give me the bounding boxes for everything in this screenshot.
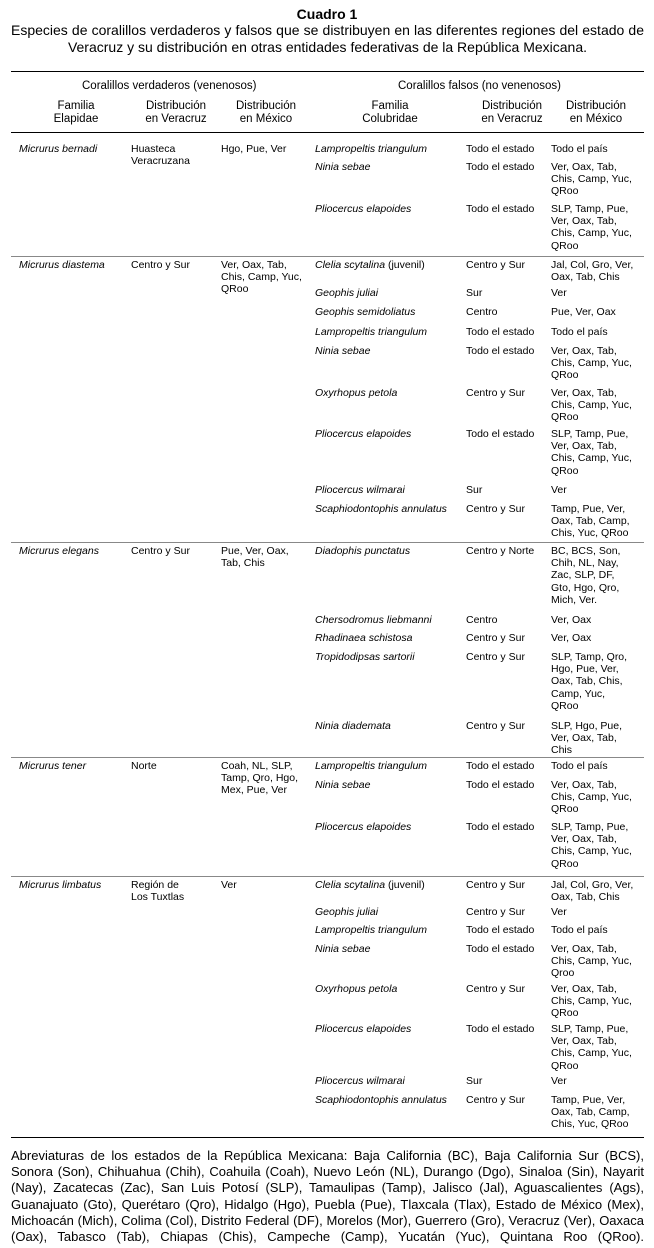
colubrid-veracruz: Centro y Sur [466, 906, 525, 918]
colubrid-mexico [551, 428, 632, 477]
colubrid-veracruz: Centro y Norte [466, 545, 535, 557]
colubrid-mexico-line: SLP, Tamp, Pue, [551, 428, 629, 440]
colubrid-mexico-line: SLP, Tamp, Pue, [551, 203, 629, 215]
colubrid-species [315, 924, 427, 936]
colubrid-mexico-line: Chis, Camp, Yuc, [551, 845, 632, 858]
elapid-veracruz [131, 545, 190, 557]
colubrid-mexico-line: Chih, NL, Nay, [551, 557, 619, 570]
colubrid-species-name: Ninia diademata [315, 720, 391, 732]
colubrid-species [315, 387, 397, 399]
elapid-species: Micrurus bernadi [19, 143, 98, 155]
colubrid-mexico [551, 306, 616, 318]
colubrid-mexico-line: Ver, Oax [551, 632, 592, 644]
colubrid-veracruz: Todo el estado [466, 161, 535, 173]
colubrid-mexico [551, 503, 630, 540]
colubrid-mexico-line: Chis, Yuc, QRoo [551, 1118, 629, 1131]
colubrid-veracruz: Todo el estado [466, 779, 535, 791]
elapid-mexico-line: QRoo [221, 283, 249, 296]
colubrid-mexico-line: Ver, Oax, Tab, [551, 1035, 617, 1048]
colubrid-species [315, 1023, 411, 1035]
colubrid-mexico [551, 143, 608, 155]
colubrid-species-name: Scaphiodontophis annulatus [315, 1094, 447, 1106]
bottom-rule [11, 1137, 644, 1138]
colubrid-mexico-line: Gto, Hgo, Qro, [551, 581, 620, 594]
colubrid-species-name: Clelia scytalina [315, 259, 386, 271]
colubrid-mexico [551, 203, 632, 252]
colubrid-species-name: Geophis juliai [315, 287, 379, 299]
colubrid-species [315, 259, 425, 271]
colubrid-mexico [551, 1023, 632, 1072]
colubrid-mexico-line: Pue, Ver, Oax [551, 306, 616, 318]
colubrid-mexico [551, 906, 567, 918]
colubrid-species [315, 287, 378, 299]
colubrid-mexico [551, 161, 632, 198]
elapid-veracruz-line: Centro y Sur [131, 545, 190, 557]
group-separator [11, 757, 644, 758]
colubrid-species-name: Lampropeltis triangulum [315, 924, 428, 936]
colubrid-veracruz: Centro y Sur [466, 651, 525, 663]
colubrid-mexico-line: Zac, SLP, DF, [551, 569, 615, 582]
elapid-species: Micrurus elegans [19, 545, 99, 557]
colubrid-mexico-line: QRoo [551, 803, 579, 816]
colubrid-veracruz: Centro y Sur [466, 632, 525, 644]
elapid-mexico-line: Tab, Chis [221, 557, 265, 570]
elapid-species: Micrurus tener [19, 760, 87, 772]
colubrid-species [315, 306, 415, 318]
group-header-true-corals: Coralillos verdaderos (venenosos) [82, 80, 257, 92]
colubrid-veracruz: Centro y Sur [466, 983, 525, 995]
elapid-veracruz [131, 760, 157, 772]
colubrid-veracruz: Todo el estado [466, 821, 535, 833]
colubrid-mexico-line: Oax, Tab, Camp, [551, 1106, 630, 1119]
colubrid-veracruz: Centro y Sur [466, 1094, 525, 1106]
col-header-veracruz-1: Distribución en Veracruz [145, 100, 207, 125]
top-rule [11, 71, 644, 72]
colubrid-mexico-line: Chis, Camp, Yuc, [551, 791, 632, 804]
colubrid-species-name: Lampropeltis triangulum [315, 326, 428, 338]
colubrid-mexico-line: QRoo [551, 411, 579, 424]
colubrid-species-name: Ninia sebae [315, 943, 371, 955]
colubrid-species [315, 614, 432, 626]
colubrid-mexico-line: Ver, Oax, Tab, [551, 732, 617, 745]
colubrid-species-name: Ninia sebae [315, 345, 371, 357]
colubrid-species [315, 720, 391, 732]
colubrid-mexico [551, 614, 591, 626]
colubrid-mexico-line: Chis, Camp, Yuc, [551, 995, 632, 1008]
col-header-colubridae: Familia Colubridae [362, 100, 418, 125]
colubrid-mexico [551, 345, 632, 382]
colubrid-veracruz: Centro y Sur [466, 720, 525, 732]
colubrid-species [315, 879, 425, 891]
colubrid-mexico-line: Ver, Oax, Tab, [551, 440, 617, 453]
colubrid-mexico [551, 821, 632, 870]
colubrid-species-name: Clelia scytalina [315, 879, 386, 891]
colubrid-species [315, 161, 370, 173]
colubrid-species-note: (juvenil) [385, 259, 425, 271]
colubrid-species [315, 203, 411, 215]
colubrid-mexico-line: QRoo [551, 699, 579, 712]
colubrid-veracruz: Centro [466, 614, 498, 626]
header-rule [11, 132, 644, 133]
colubrid-mexico-line: SLP, Tamp, Pue, [551, 821, 629, 833]
colubrid-species-name: Pliocercus wilmarai [315, 1075, 405, 1087]
colubrid-mexico-line: Ver [551, 287, 567, 299]
colubrid-species-name: Lampropeltis triangulum [315, 143, 428, 155]
elapid-veracruz-line: Región de [131, 879, 179, 891]
colubrid-veracruz: Centro y Sur [466, 503, 525, 515]
group-header-false-corals: Coralillos falsos (no venenosos) [398, 80, 561, 92]
colubrid-species-name: Chersodromus liebmanni [315, 614, 432, 626]
colubrid-mexico-line: Ver, Oax, Tab, [551, 161, 617, 173]
colubrid-species [315, 821, 411, 833]
colubrid-mexico [551, 651, 627, 712]
colubrid-veracruz: Sur [466, 287, 483, 299]
colubrid-mexico [551, 760, 608, 772]
colubrid-species-name: Geophis juliai [315, 906, 379, 918]
colubrid-mexico-line: Ver, Oax, Tab, [551, 215, 617, 228]
colubrid-mexico [551, 983, 632, 1020]
colubrid-mexico [551, 943, 632, 980]
elapid-veracruz-line: Veracruzana [131, 155, 190, 168]
colubrid-species-name: Pliocercus elapoides [315, 203, 412, 215]
colubrid-mexico-line: Todo el país [551, 143, 608, 155]
group-separator [11, 876, 644, 877]
colubrid-mexico [551, 484, 567, 496]
colubrid-mexico-line: QRoo [551, 857, 579, 870]
colubrid-veracruz: Centro [466, 306, 498, 318]
colubrid-species [315, 545, 410, 557]
colubrid-veracruz: Todo el estado [466, 943, 535, 955]
elapid-veracruz [131, 259, 190, 271]
group-separator [11, 542, 644, 543]
colubrid-mexico-line: SLP, Tamp, Pue, [551, 1023, 629, 1035]
colubrid-veracruz: Centro y Sur [466, 259, 525, 271]
colubrid-mexico-line: Qroo [551, 967, 575, 980]
colubrid-veracruz: Todo el estado [466, 428, 535, 440]
elapid-mexico-line: Ver [221, 879, 237, 891]
colubrid-veracruz: Todo el estado [466, 760, 535, 772]
elapid-species: Micrurus diastema [19, 259, 105, 271]
colubrid-veracruz: Todo el estado [466, 1023, 535, 1035]
colubrid-mexico-line: Tamp, Pue, Ver, [551, 1094, 626, 1106]
col-header-elapidae: Familia Elapidae [53, 100, 99, 125]
elapid-mexico-line: Ver, Oax, Tab, [221, 259, 287, 271]
colubrid-mexico-line: QRoo [551, 185, 579, 198]
colubrid-species-name: Oxyrhopus petola [315, 387, 398, 399]
elapid-mexico-line: Coah, NL, SLP, [221, 760, 293, 772]
colubrid-species-name: Pliocercus elapoides [315, 1023, 412, 1035]
colubrid-species [315, 779, 370, 791]
colubrid-species [315, 983, 397, 995]
colubrid-species [315, 651, 415, 663]
colubrid-mexico [551, 387, 632, 424]
colubrid-veracruz: Todo el estado [466, 924, 535, 936]
elapid-veracruz [131, 879, 184, 903]
colubrid-mexico-line: Todo el país [551, 924, 608, 936]
colubrid-mexico-line: Ver [551, 1075, 567, 1087]
colubrid-species-name: Lampropeltis triangulum [315, 760, 428, 772]
colubrid-mexico-line: Ver [551, 484, 567, 496]
colubrid-species-name: Rhadinaea schistosa [315, 632, 413, 644]
colubrid-mexico-line: QRoo [551, 369, 579, 382]
colubrid-mexico-line: Chis [551, 744, 573, 757]
colubrid-mexico-line: Ver, Oax, Tab, [551, 943, 617, 955]
colubrid-species [315, 760, 427, 772]
colubrid-species [315, 943, 370, 955]
colubrid-mexico-line: Ver, Oax, Tab, [551, 983, 617, 995]
colubrid-mexico-line: Ver, Oax, Tab, [551, 345, 617, 357]
colubrid-mexico [551, 259, 633, 283]
colubrid-mexico-line: Chis, Camp, Yuc, [551, 452, 632, 465]
colubrid-mexico-line: Mich, Ver. [551, 593, 598, 606]
colubrid-mexico-line: QRoo [551, 1007, 579, 1020]
colubrid-mexico-line: QRoo [551, 239, 579, 252]
elapid-species: Micrurus limbatus [19, 879, 102, 891]
colubrid-mexico-line: Tamp, Pue, Ver, [551, 503, 626, 515]
colubrid-mexico-line: Todo el país [551, 760, 608, 772]
colubrid-mexico-line: BC, BCS, Son, [551, 545, 621, 557]
elapid-mexico [221, 545, 289, 569]
abbreviations-footnote: Abreviaturas de los estados de la República Mexicana: Baja California (BC), Baja California Sur (BCS), Sonora (Son), Chihuahua (Chih), Coahuila (Coah), Nuevo León (NL), Durango (Dgo), Sinaloa (Sin), Nayarit (Nay), Zacatecas (Zac), San Luis Potosí (SLP), Tamaulipas (Tamp), Jalisco (Jal), Aguascalientes (Ags), Guanajuato (Gto), Querétaro (Qro), Hidalgo (Hgo), Puebla (Pue), Tlaxcala (Tlax), Estado de México (Mex), Michoacán (Mich), Colima (Col), Distrito Federal (DF), Morelos (Mor), Guerrero (Gro), Veracruz (Ver), Oaxaca (Oax), Tabasco (Tab), Chiapas (Chis), Campeche (Camp), Yucatán (Yuc), Quintana Roo (QRoo). [11, 1148, 644, 1245]
colubrid-species-name: Pliocercus elapoides [315, 821, 412, 833]
col-header-veracruz-2: Distribución en Veracruz [481, 100, 543, 125]
colubrid-mexico [551, 545, 620, 606]
colubrid-mexico-line: Oax, Tab, Chis [551, 891, 620, 904]
elapid-mexico-line: Hgo, Pue, Ver [221, 143, 287, 155]
colubrid-mexico-line: Chis, Camp, Yuc, [551, 399, 632, 412]
colubrid-veracruz: Todo el estado [466, 345, 535, 357]
colubrid-mexico-line: Chis, Camp, Yuc, [551, 357, 632, 370]
colubrid-mexico-line: Oax, Tab, Chis [551, 271, 620, 284]
colubrid-mexico-line: Chis, Camp, Yuc, [551, 227, 632, 240]
colubrid-mexico [551, 779, 632, 816]
colubrid-mexico-line: Chis, Yuc, QRoo [551, 527, 629, 540]
colubrid-species-name: Scaphiodontophis annulatus [315, 503, 447, 515]
colubrid-mexico-line: Hgo, Pue, Ver, [551, 663, 619, 676]
colubrid-species [315, 1094, 447, 1106]
colubrid-mexico [551, 1094, 630, 1131]
colubrid-veracruz: Todo el estado [466, 143, 535, 155]
colubrid-mexico [551, 632, 591, 644]
colubrid-species [315, 906, 378, 918]
colubrid-species-name: Pliocercus elapoides [315, 428, 412, 440]
elapid-mexico-line: Pue, Ver, Oax, [221, 545, 289, 557]
elapid-mexico [221, 879, 237, 891]
colubrid-species [315, 1075, 405, 1087]
colubrid-species [315, 632, 412, 644]
elapid-mexico-line: Chis, Camp, Yuc, [221, 271, 302, 284]
col-header-mexico-2: Distribución en México [565, 100, 627, 125]
colubrid-mexico [551, 287, 567, 299]
colubrid-species [315, 503, 447, 515]
colubrid-species [315, 143, 427, 155]
colubrid-mexico-line: Ver [551, 906, 567, 918]
colubrid-veracruz: Sur [466, 484, 483, 496]
colubrid-veracruz: Centro y Sur [466, 879, 525, 891]
elapid-veracruz-line: Norte [131, 760, 157, 772]
colubrid-species [315, 345, 370, 357]
col-header-mexico-1: Distribución en México [235, 100, 297, 125]
elapid-mexico [221, 143, 286, 155]
colubrid-mexico-line: Chis, Camp, Yuc, [551, 1047, 632, 1060]
colubrid-mexico-line: Jal, Col, Gro, Ver, [551, 259, 634, 271]
colubrid-species-name: Pliocercus wilmarai [315, 484, 405, 496]
colubrid-mexico-line: Jal, Col, Gro, Ver, [551, 879, 634, 891]
colubrid-species-note: (juvenil) [385, 879, 425, 891]
colubrid-species-name: Geophis semidoliatus [315, 306, 416, 318]
colubrid-mexico-line: Ver, Oax, Tab, [551, 833, 617, 846]
colubrid-mexico-line: Camp, Yuc, [551, 687, 606, 700]
elapid-veracruz-line: Los Tuxtlas [131, 891, 185, 904]
colubrid-species-name: Ninia sebae [315, 161, 371, 173]
elapid-veracruz [131, 143, 190, 167]
elapid-veracruz-line: Huasteca [131, 143, 176, 155]
colubrid-mexico-line: Ver, Oax, Tab, [551, 779, 617, 791]
elapid-veracruz-line: Centro y Sur [131, 259, 190, 271]
colubrid-species-name: Ninia sebae [315, 779, 371, 791]
group-separator [11, 256, 644, 257]
elapid-mexico-line: Mex, Pue, Ver [221, 784, 287, 797]
colubrid-species [315, 484, 405, 496]
colubrid-mexico-line: SLP, Tamp, Qro, [551, 651, 628, 663]
colubrid-mexico [551, 326, 608, 338]
colubrid-mexico-line: Chis, Camp, Yuc, [551, 173, 632, 186]
elapid-mexico-line: Tamp, Qro, Hgo, [221, 772, 299, 785]
colubrid-species-name: Diadophis punctatus [315, 545, 411, 557]
colubrid-mexico-line: Ver, Oax [551, 614, 592, 626]
colubrid-mexico-line: Todo el país [551, 326, 608, 338]
colubrid-veracruz: Sur [466, 1075, 483, 1087]
colubrid-species-name: Tropidodipsas sartorii [315, 651, 415, 663]
colubrid-veracruz: Todo el estado [466, 326, 535, 338]
colubrid-mexico-line: QRoo [551, 1059, 579, 1072]
colubrid-mexico-line: SLP, Hgo, Pue, [551, 720, 623, 732]
elapid-mexico [221, 259, 302, 296]
colubrid-mexico-line: Oax, Tab, Chis, [551, 675, 623, 688]
colubrid-mexico [551, 720, 622, 757]
colubrid-mexico-line: QRoo [551, 464, 579, 477]
colubrid-veracruz: Todo el estado [466, 203, 535, 215]
colubrid-species [315, 428, 411, 440]
elapid-mexico [221, 760, 298, 797]
colubrid-mexico-line: Oax, Tab, Camp, [551, 515, 630, 528]
colubrid-mexico [551, 879, 633, 903]
table-title: Cuadro 1 [296, 6, 358, 22]
colubrid-mexico-line: Ver, Oax, Tab, [551, 387, 617, 399]
colubrid-mexico [551, 1075, 567, 1087]
colubrid-mexico [551, 924, 608, 936]
colubrid-species-name: Oxyrhopus petola [315, 983, 398, 995]
colubrid-mexico-line: Chis, Camp, Yuc, [551, 955, 632, 968]
colubrid-veracruz: Centro y Sur [466, 387, 525, 399]
table-caption: Especies de coralillos verdaderos y falsos que se distribuyen en las diferentes regiones del estado de Veracruz y su distribución en otras entidades federativas de la República Mexicana. [11, 22, 644, 55]
colubrid-species [315, 326, 427, 338]
